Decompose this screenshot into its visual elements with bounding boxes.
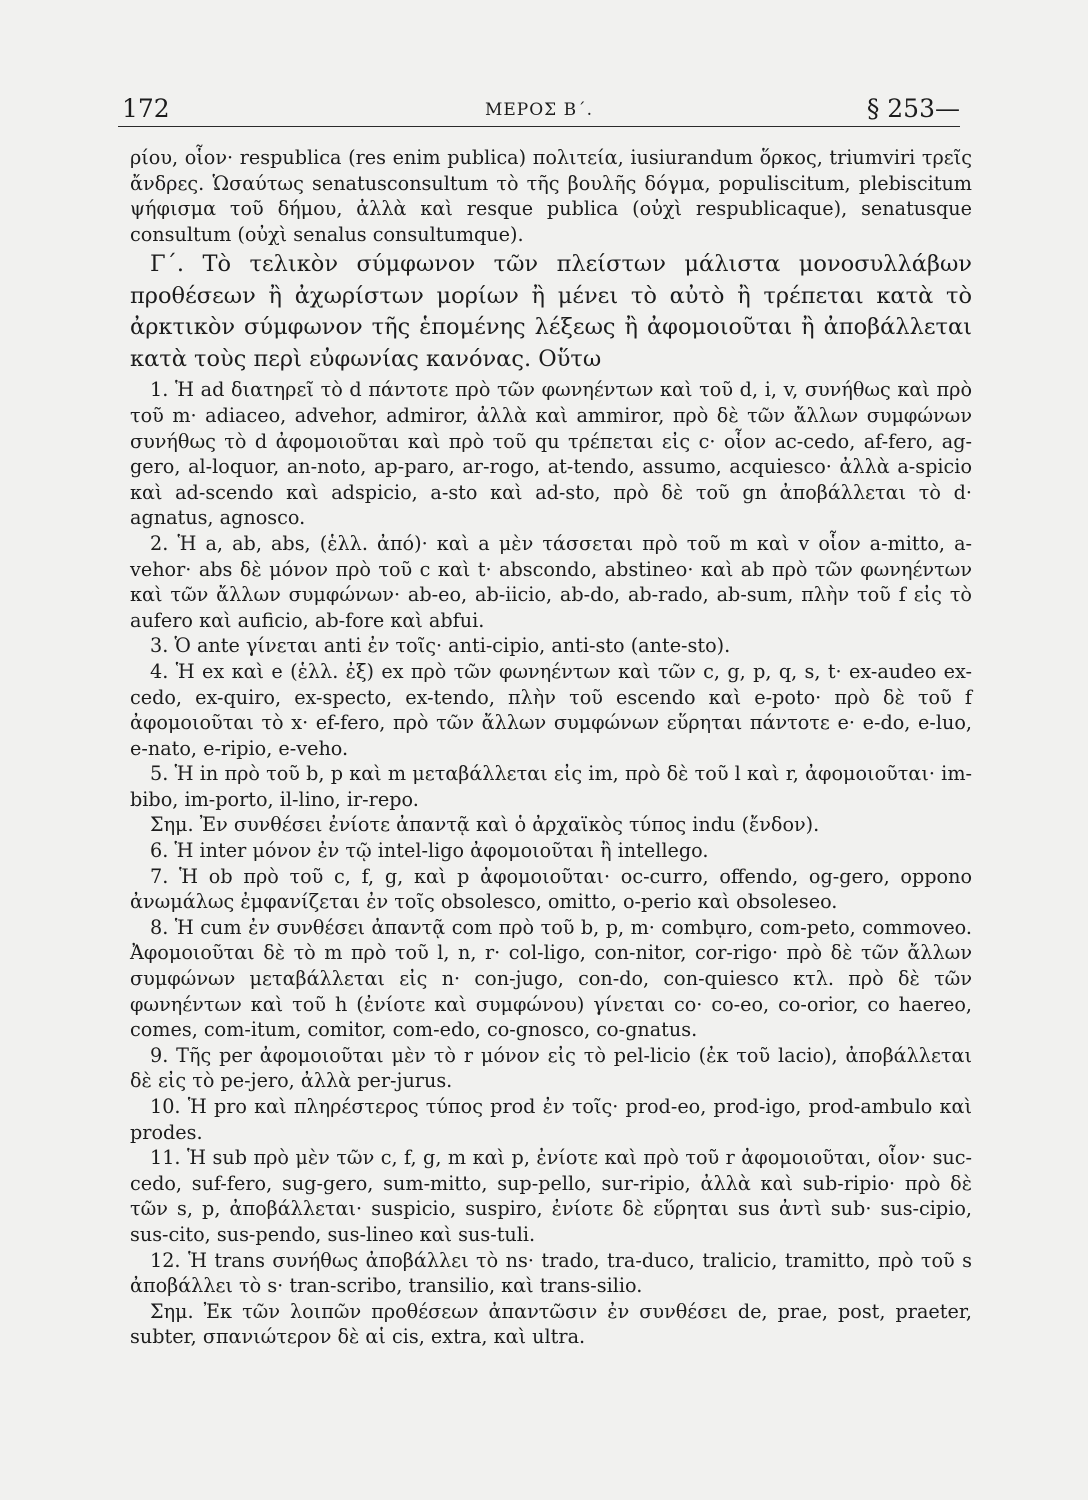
note: Σημ. Ἐκ τῶν λοιπῶν προθέσεων ἀπαντῶσιν ἐν συνθέσει de, prae, post, praeter, subter, σπανιώτερον δὲ αἱ cis, extra, καὶ ultra. bbox=[130, 1299, 972, 1349]
list-item: 2. Ἡ a, ab, abs, (ἑλλ. ἀπό)· καὶ a μὲν τάσσεται πρὸ τοῦ m καὶ v οἷον a-mitto, a-vehor· abs δὲ μόνον πρὸ τοῦ c καὶ t· abscondo, abstineo· καὶ ab πρὸ τῶν φωνηέντων καὶ τῶν ἄλλων συμφώνων· ab-eo, ab-iicio, ab-do, ab-rado, ab-sum, πλὴν τοῦ f εἰς τὸ aufero καὶ auficio, ab-fore καὶ abfui. bbox=[130, 531, 972, 632]
paragraph: ρίου, οἷον· respublica (res enim publica) πολιτεία, iusiurandum ὅρκος, triumviri τρεῖς ἄνδρες. Ὡσαύτως senatusconsultum τὸ τῆς βουλῆς δόγμα, populiscitum, plebiscitum ψήφισμα τοῦ δήμου, ἀλλὰ καὶ resque publica (οὐχὶ respublicaque), senatusque consultum (οὐχὶ senalus consultumque). bbox=[130, 146, 972, 246]
list-item: 10. Ἡ pro καὶ πληρέστερος τύπος prod ἐν τοῖς· prod-eo, prod-igo, prod-ambulo καὶ prodes. bbox=[130, 1095, 972, 1144]
note: Σημ. Ἐν συνθέσει ἐνίοτε ἀπαντᾷ καὶ ὁ ἀρχαϊκὸς τύπος indu (ἔνδον). bbox=[150, 813, 820, 837]
list-item: 6. Ἡ inter μόνον ἐν τῷ intel-ligo ἀφομοιοῦται ἢ intellego. bbox=[150, 839, 709, 863]
running-header bbox=[118, 92, 960, 127]
list-item: 1. Ἡ ad διατηρεῖ τὸ d πάντοτε πρὸ τῶν φωνηέντων καὶ τοῦ d, i, v, συνήθως καὶ πρὸ τοῦ m· adiaceo, advehor, admiror, ἀλλὰ καὶ ammiror, πρὸ δὲ τῶν ἄλλων συμφώνων συνήθως τὸ d ἀφομοιοῦται καὶ πρὸ τοῦ qu τρέπεται εἰς c· οἷον ac-cedo, af-fero, ag-gero, al-loquor, an-noto, ap-paro, ar-rogo, at-tendo, assumo, acquiesco· ἀλλὰ a-spicio καὶ ad-scendo καὶ adspicio, a-sto καὶ ad-sto, πρὸ δὲ τοῦ gn ἀποβάλλεται τὸ d· agnatus, agnosco. bbox=[130, 378, 972, 530]
list-item: 11. Ἡ sub πρὸ μὲν τῶν c, f, g, m καὶ p, ἐνίοτε καὶ πρὸ τοῦ r ἀφομοιοῦται, οἷον· suc-cedo, suf-fero, sug-gero, sum-mitto, sup-pello, sur-ripio, ἀλλὰ καὶ sub-ripio· πρὸ δὲ τῶν s, p, ἀποβάλλεται· suspicio, suspiro, ἐνίοτε δὲ εὕρηται sus ἀντὶ sub· sus-cipio, sus-cito, sus-pendo, sus-lineo καὶ sus-tuli. bbox=[130, 1146, 972, 1246]
body-text bbox=[130, 145, 972, 1350]
list-item: 7. Ἡ ob πρὸ τοῦ c, f, g, καὶ p ἀφομοιοῦται· oc-curro, offendo, og-gero, oppono ἀνωμάλως ἐμφανίζεται ἐν τοῖς obsolesco, omitto, o-perio καὶ obsoleseo. bbox=[130, 864, 972, 914]
list-item: 4. Ἡ ex καὶ e (ἑλλ. ἐξ) ex πρὸ τῶν φωνηέντων καὶ τῶν c, g, p, q, s, t· ex-audeo ex-cedo, ex-quiro, ex-specto, ex-tendo, πλὴν τοῦ escendo καὶ e-poto· πρὸ δὲ τοῦ f ἀφομοιοῦται τὸ x· ef-fero, πρὸ τῶν ἄλλων συμφώνων εὕρηται πάντοτε e· e-do, e-luo, e-nato, e-ripio, e-veho. bbox=[130, 659, 972, 760]
section-number: § 253— bbox=[866, 94, 960, 123]
list-item: 9. Τῆς per ἀφομοιοῦται μὲν τὸ r μόνον εἰς τὸ pel-licio (ἐκ τοῦ lacio), ἀποβάλλεται δὲ εἰς τὸ pe-jero, ἀλλὰ per-jurus. bbox=[130, 1043, 972, 1093]
page-number: 172 bbox=[122, 94, 170, 123]
running-title: ΜΕΡΟΣ Β΄. bbox=[484, 100, 593, 120]
list-item: 3. Ὁ ante γίνεται anti ἐν τοῖς· anti-cipio, anti-sto (ante-sto). bbox=[150, 634, 731, 658]
list-item: 8. Ἡ cum ἐν συνθέσει ἀπαντᾷ com πρὸ τοῦ b, p, m· combụro, com-peto, commoveo. Ἀφομοιοῦται δὲ τὸ m πρὸ τοῦ l, n, r· col-ligo, con-nitor, cor-rigo· πρὸ δὲ τῶν ἄλλων συμφώνων μεταβάλλεται εἰς n· con-jugo, con-do, con-quiesco κτλ. πρὸ δὲ τῶν φωνηέντων καὶ τοῦ h (ἐνίοτε καὶ συμφώνου) γίνεται co· co-eo, co-orior, co haereo, comes, com-itum, comitor, com-edo, co-gnosco, co-gnatus. bbox=[130, 915, 972, 1042]
list-item: 5. Ἡ in πρὸ τοῦ b, p καὶ m μεταβάλλεται εἰς im, πρὸ δὲ τοῦ l καὶ r, ἀφομοιοῦται· im-bibo, im-porto, il-lino, ir-repo. bbox=[130, 762, 972, 811]
paragraph: Γ΄. Τὸ τελικὸν σύμφωνον τῶν πλείστων μάλιστα μονοσυλλάβων προθέσεων ἢ ἀχωρίστων μορίων ἢ μένει τὸ αὐτὸ ἢ τρέπεται κατὰ τὸ ἀρκτικὸν σύμφωνον τῆς ἑπομένης λέξεως ἢ ἀφομοιοῦται ἢ ἀποβάλλεται κατὰ τοὺς περὶ εὐφωνίας κανόνας. Οὕτω bbox=[130, 251, 972, 372]
list-item: 12. Ἡ trans συνήθως ἀποβάλλει τὸ ns· trado, tra-duco, tralicio, tramitto, πρὸ τοῦ s ἀποβάλλει τὸ s· tran-scribo, transilio, καὶ trans-silio. bbox=[130, 1248, 972, 1298]
